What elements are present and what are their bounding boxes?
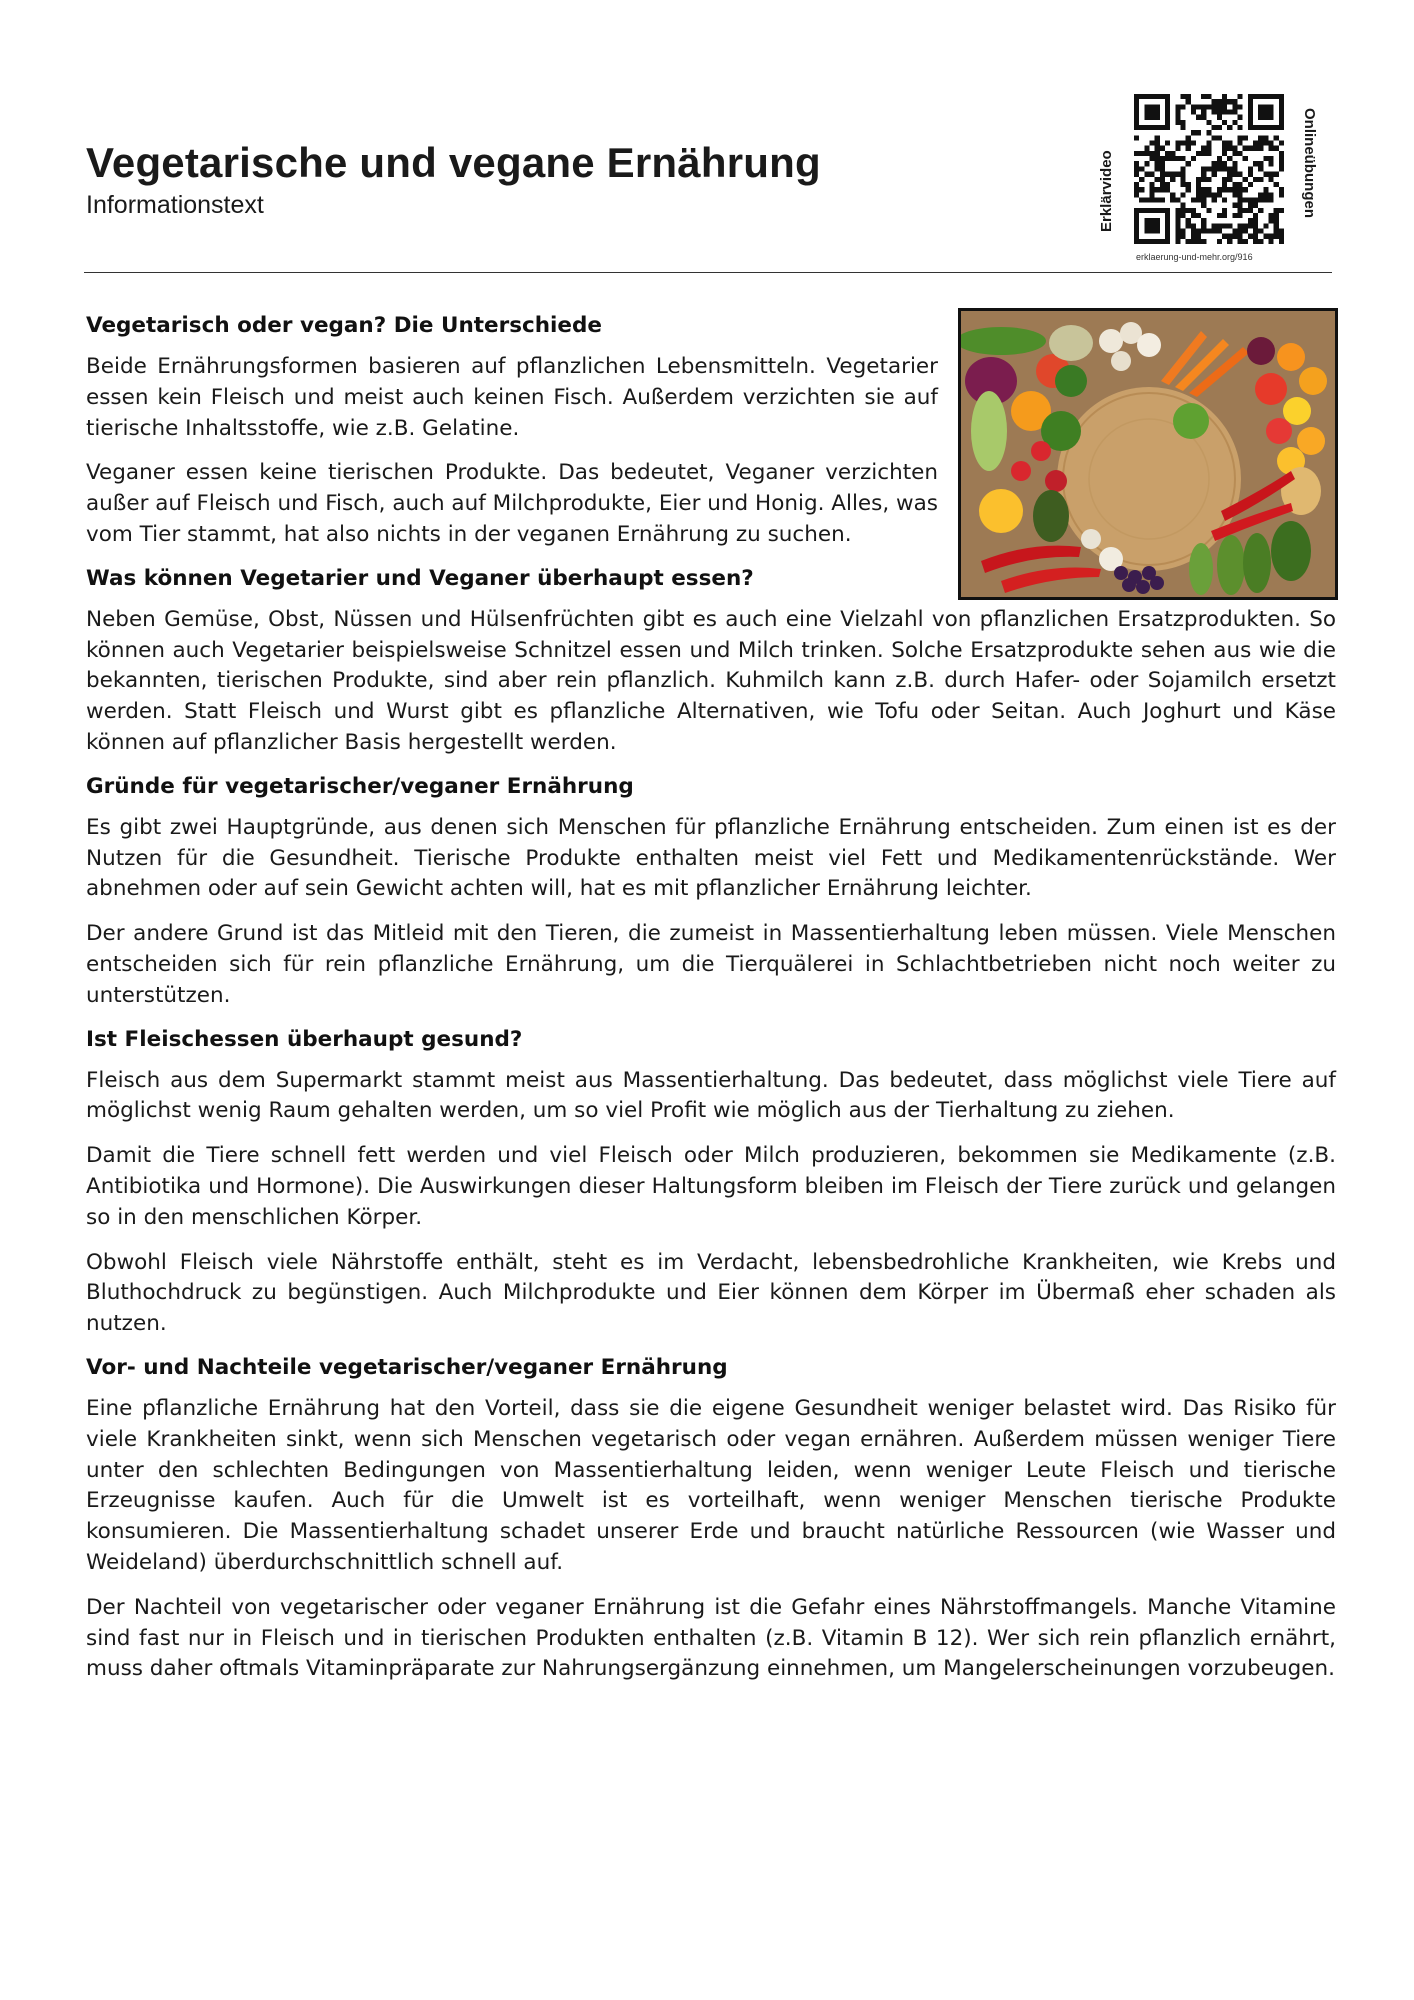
section-pros-cons [86, 1354, 1336, 1685]
heading-meat-healthy: Ist Fleischessen überhaupt gesund? [86, 1026, 523, 1052]
section-what-to-eat [86, 565, 1336, 759]
qr-label-exercises: Onlineübungen [1301, 108, 1318, 218]
heading-reasons: Gründe für vegetarischer/veganer Ernährung [86, 773, 634, 799]
paragraph: Damit die Tiere schnell fett werden und viel Fleisch oder Milch produzieren, bekommen sie Medikamente (z.B. Antibiotika und Hormone). Die Auswirkungen dieser Haltungsform bleiben im Fleisch der Tiere zurück und gelangen so in den menschlichen Körper. [86, 1143, 1336, 1230]
header-divider [84, 272, 1332, 273]
paragraph: Fleisch aus dem Supermarkt stammt meist aus Massentierhaltung. Das bedeutet, dass möglichst viele Tiere auf möglichst wenig Raum gehalten werden, um so viel Profit wie möglich aus der Tierhaltung zu ziehen. [86, 1067, 1336, 1124]
section-reasons [86, 773, 1336, 1012]
article-body [86, 312, 1336, 1699]
heading-pros-cons: Vor- und Nachteile vegetarischer/veganer Ernährung [86, 1354, 728, 1380]
document-subtitle: Informationstext [86, 191, 264, 219]
paragraph: Veganer essen keine tierischen Produkte. Das bedeutet, Veganer verzichten außer auf Fleisch und Fisch, auch auf Milchprodukte, Eier und Honig. Alles, was vom Tier stammt, hat also nichts in der veganen Ernährung zu suchen. [86, 460, 938, 547]
qr-label-video: Erklärvideo [1098, 150, 1115, 232]
section-differences [86, 312, 938, 551]
paragraph: Eine pflanzliche Ernährung hat den Vorteil, dass sie die eigene Gesundheit weniger belastet wird. Das Risiko für viele Krankheiten sinkt, wenn sich Menschen vegetarisch oder vegan ernähren. Außerdem müssen weniger Tiere unter den schlechten Bedingungen von Massentierhaltung leiden, wenn weniger Leute Fleisch und tierische Erzeugnisse kaufen. Auch für die Umwelt ist es vorteilhaft, wenn weniger Menschen tierische Produkte konsumieren. Die Massentierhaltung schadet unserer Erde und braucht natürliche Ressourcen (wie Wasser und Weideland) überdurchschnittlich schnell auf. [86, 1395, 1336, 1575]
paragraph: Es gibt zwei Hauptgründe, aus denen sich Menschen für pflanzliche Ernährung entscheiden. Zum einen ist es der Nutzen für die Gesundheit. Tierische Produkte enthalten meist viel Fett und Medikamentenrückstände. Wer abnehmen oder auf sein Gewicht achten will, hat es mit pflanzlicher Ernährung leichter. [86, 814, 1336, 902]
heading-differences: Vegetarisch oder vegan? Die Unterschiede [86, 313, 602, 338]
document-title: Vegetarische und vegane Ernährung [86, 139, 821, 186]
qr-code-icon[interactable] [1134, 94, 1284, 244]
heading-what-to-eat: Was können Vegetarier und Veganer überhaupt essen? [86, 565, 754, 591]
paragraph: Neben Gemüse, Obst, Nüssen und Hülsenfrüchten gibt es auch eine Vielzahl von pflanzlichen Ersatzprodukten. So können auch Vegetarier beispielsweise Schnitzel essen und Milch trinken. Solche Ersatzprodukte sehen aus wie die bekannten, tierischen Produkte, sind aber rein pflanzlich. Kuhmilch kann z.B. durch Hafer- oder Sojamilch ersetzt werden. Statt Fleisch und Wurst gibt es pflanzliche Alternativen, wie Tofu oder Seitan. Auch Joghurt und Käse können auf pflanzlicher Basis hergestellt werden. [86, 606, 1336, 755]
paragraph: Obwohl Fleisch viele Nährstoffe enthält, steht es im Verdacht, lebensbedrohliche Krankheiten, wie Krebs und Bluthochdruck zu begünstigen. Auch Milchprodukte und Eier können dem Körper im Übermaß eher schaden als nutzen. [86, 1249, 1336, 1337]
paragraph: Der Nachteil von vegetarischer oder veganer Ernährung ist die Gefahr eines Nährstoffmangels. Manche Vitamine sind fast nur in Fleisch und in tierischen Produkten enthalten (z.B. Vitamin B 12). Wer sich rein pflanzlich ernährt, muss daher oftmals Vitaminpräparate zur Nahrungsergänzung einnehmen, um Mangelerscheinungen vorzubeugen. [86, 1594, 1336, 1682]
paragraph: Der andere Grund ist das Mitleid mit den Tieren, die zumeist in Massentierhaltung leben müssen. Viele Menschen entscheiden sich für rein pflanzliche Ernährung, um die Tierquälerei in Schlachtbetrieben nicht noch weiter zu unterstützen. [86, 921, 1336, 1008]
qr-url[interactable]: erklaerung-und-mehr.org/916 [1136, 252, 1253, 262]
paragraph: Beide Ernährungsformen basieren auf pflanzlichen Lebensmitteln. Vegetarier essen kein Fleisch und meist auch keinen Fisch. Außerdem verzichten sie auf tierische Inhaltsstoffe, wie z.B. Gelatine. [86, 354, 938, 441]
section-meat-healthy [86, 1026, 1336, 1340]
